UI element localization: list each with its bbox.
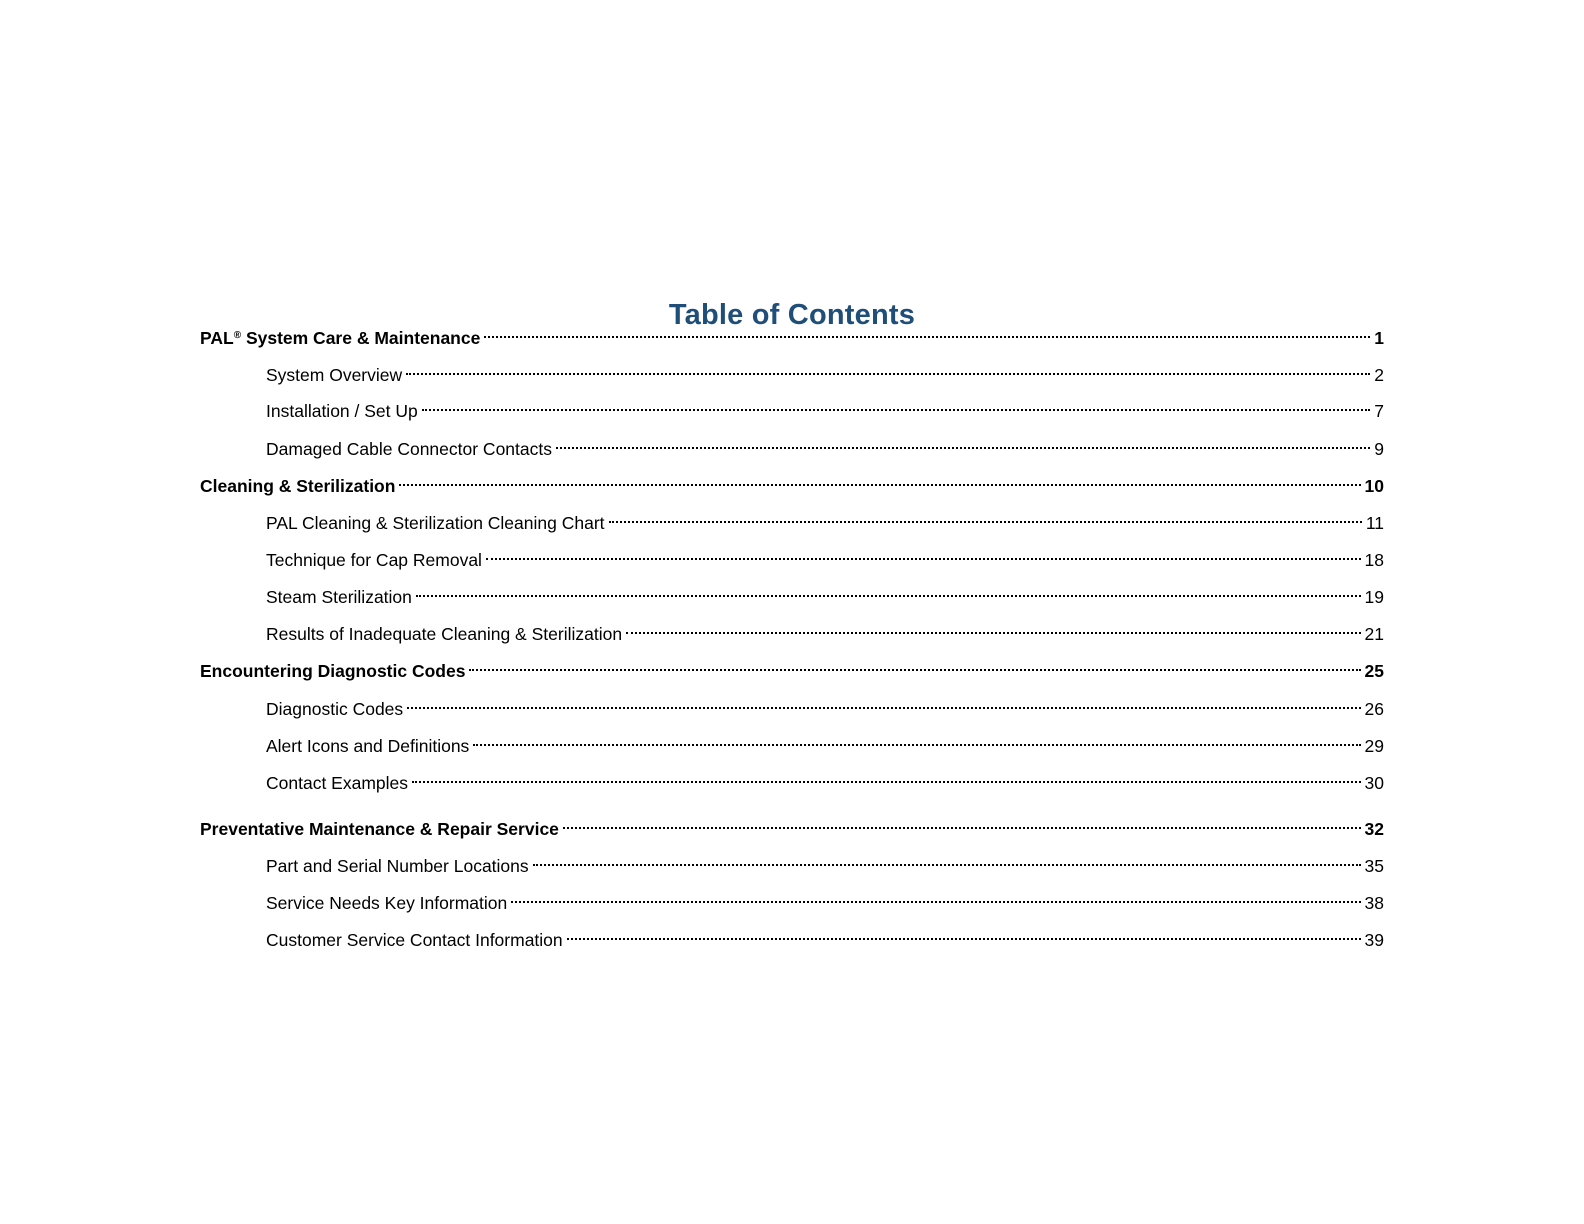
toc-entry-installation-set-up[interactable] <box>266 393 1384 421</box>
toc-entry-label: Part and Serial Number Locations <box>266 856 529 876</box>
toc-entry-label: System Overview <box>266 365 403 385</box>
toc-entry-encountering-diagnostic-codes[interactable] <box>200 653 1384 681</box>
dot-leader <box>563 811 1361 835</box>
dot-leader <box>567 922 1361 946</box>
registered-mark: ® <box>233 330 242 341</box>
toc-entry-page: 9 <box>1374 439 1384 459</box>
toc-entry-label: Alert Icons and Definitions <box>266 736 470 756</box>
toc-entry-page: 10 <box>1364 476 1384 496</box>
toc-entry-customer-service-contact[interactable] <box>266 922 1384 950</box>
toc-entry-pal-cleaning-chart[interactable] <box>266 505 1384 533</box>
toc-entry-damaged-cable-connector-contacts[interactable] <box>266 431 1384 459</box>
toc-entry-label: Diagnostic Codes <box>266 699 404 719</box>
toc-entry-label: Technique for Cap Removal <box>266 550 482 570</box>
toc-entry-page: 39 <box>1364 930 1384 950</box>
toc-entry-page: 18 <box>1364 550 1384 570</box>
toc-entry-alert-icons-definitions[interactable] <box>266 728 1384 756</box>
toc-entry-label: Contact Examples <box>266 773 409 793</box>
toc-entry-diagnostic-codes[interactable] <box>266 691 1384 719</box>
toc-entry-service-needs-key-information[interactable] <box>266 885 1384 913</box>
dot-leader <box>469 653 1360 677</box>
toc-entry-pal-system-care[interactable] <box>200 320 1384 348</box>
toc-entry-cleaning-sterilization[interactable] <box>200 468 1384 496</box>
toc-entry-results-inadequate-cleaning[interactable] <box>266 616 1384 644</box>
toc-entry-page: 1 <box>1374 328 1384 348</box>
toc-entry-label: Steam Sterilization <box>266 587 412 607</box>
toc-entry-page: 32 <box>1364 819 1384 839</box>
toc-entry-page: 21 <box>1364 624 1384 644</box>
dot-leader <box>486 542 1361 566</box>
dot-leader <box>626 616 1360 640</box>
dot-leader <box>407 691 1360 715</box>
dot-leader <box>556 431 1370 455</box>
toc-entry-page: 38 <box>1364 893 1384 913</box>
toc-entry-system-overview[interactable] <box>266 357 1384 385</box>
toc-entry-label: Cleaning & Sterilization <box>200 476 396 496</box>
toc-entry-label: Results of Inadequate Cleaning & Sterilization <box>266 624 623 644</box>
toc-entry-preventative-maintenance[interactable] <box>200 811 1384 839</box>
dot-leader <box>484 320 1370 344</box>
toc-entry-page: 19 <box>1364 587 1384 607</box>
toc-entry-label: PAL Cleaning & Sterilization Cleaning Chart <box>266 513 605 533</box>
dot-leader <box>473 728 1360 752</box>
toc-entry-label: PAL® System Care & Maintenance <box>200 328 481 348</box>
toc-entry-page: 2 <box>1374 365 1384 385</box>
toc-entry-page: 35 <box>1364 856 1384 876</box>
toc-entry-label: Damaged Cable Connector Contacts <box>266 439 552 459</box>
toc-entry-steam-sterilization[interactable] <box>266 579 1384 607</box>
toc-entry-page: 26 <box>1364 699 1384 719</box>
dot-leader <box>412 765 1361 789</box>
toc-entry-part-serial-number-locations[interactable] <box>266 848 1384 876</box>
page-title: Table of Contents <box>668 299 916 332</box>
toc-entry-label: Service Needs Key Information <box>266 893 508 913</box>
toc-entry-label: Installation / Set Up <box>266 401 418 421</box>
dot-leader <box>609 505 1362 529</box>
toc-entry-page: 30 <box>1364 773 1384 793</box>
toc-entry-label: Customer Service Contact Information <box>266 930 563 950</box>
toc-entry-page: 25 <box>1364 661 1384 681</box>
dot-leader <box>511 885 1360 909</box>
dot-leader <box>399 468 1360 492</box>
toc-entry-page: 7 <box>1374 401 1384 421</box>
toc-entry-contact-examples[interactable] <box>266 765 1384 793</box>
toc-entry-label: Encountering Diagnostic Codes <box>200 661 466 681</box>
dot-leader <box>416 579 1361 603</box>
dot-leader <box>406 357 1370 381</box>
toc-entry-technique-cap-removal[interactable] <box>266 542 1384 570</box>
toc-entry-label: Preventative Maintenance & Repair Service <box>200 819 559 839</box>
dot-leader <box>422 393 1371 417</box>
toc-entry-page: 29 <box>1364 736 1384 756</box>
dot-leader <box>533 848 1361 872</box>
toc-entry-page: 11 <box>1365 513 1384 533</box>
